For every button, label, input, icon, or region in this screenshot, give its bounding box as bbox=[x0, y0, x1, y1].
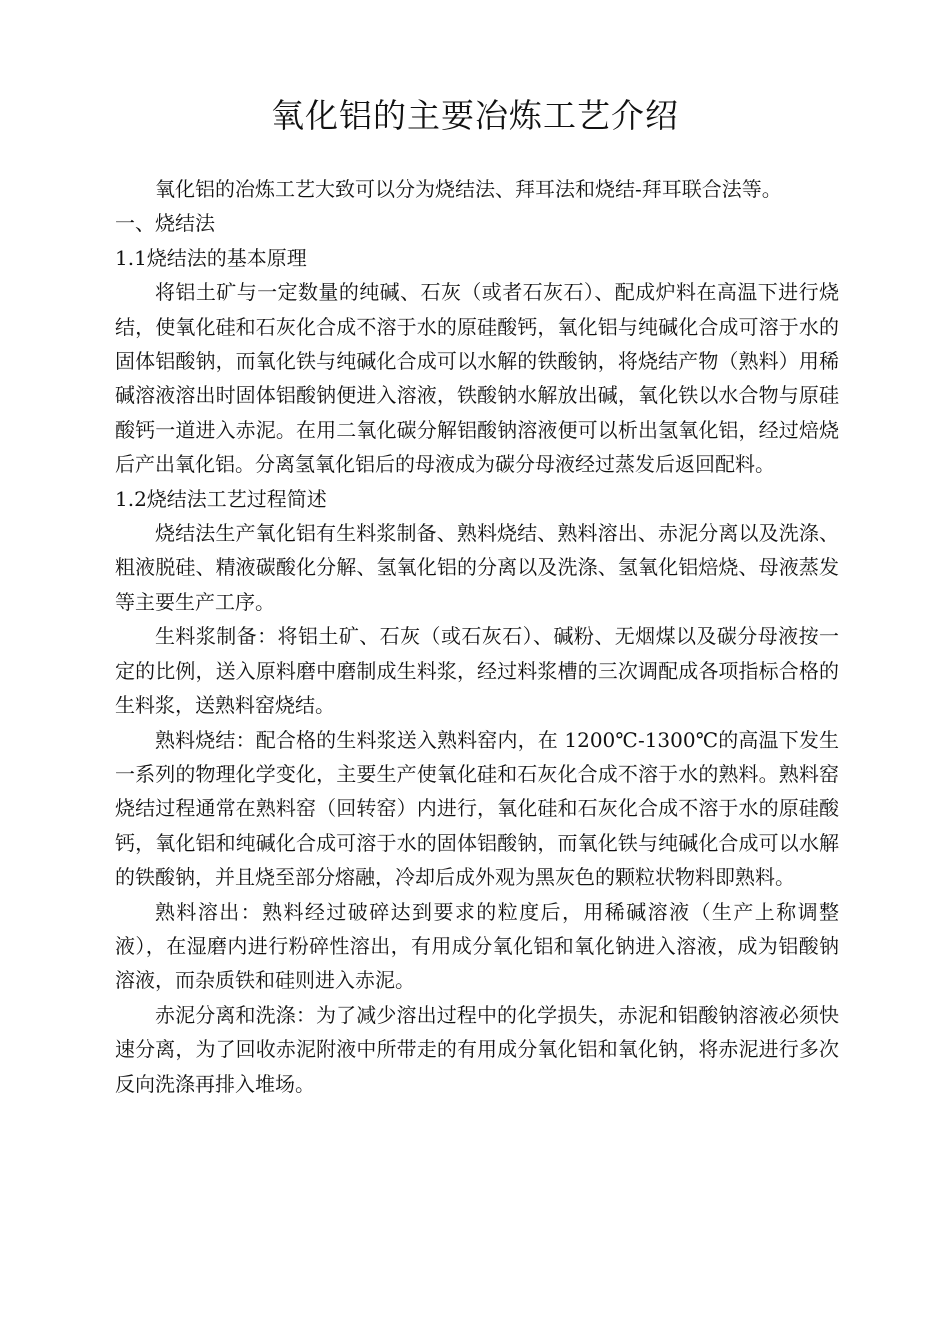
document-body bbox=[115, 172, 839, 1101]
document-title: 氧化铝的主要冶炼工艺介绍 bbox=[271, 96, 679, 135]
intro-paragraph: 氧化铝的冶炼工艺大致可以分为烧结法、拜耳法和烧结-拜耳联合法等。 bbox=[155, 177, 782, 201]
raw-slurry-paragraph: 生料浆制备：将铝土矿、石灰（或石灰石）、碱粉、无烟煤以及碳分母液按一定的比例，送入原料磨中磨制成生料浆，经过料浆槽的三次调配成各项指标合格的生料浆，送熟料窑烧结。 bbox=[115, 624, 839, 718]
section-heading-sintering: 一、烧结法 bbox=[115, 211, 215, 236]
principle-paragraph: 将铝土矿与一定数量的纯碱、石灰（或者石灰石）、配成炉料在高温下进行烧结，使氧化硅和石灰化合成不溶于水的原硅酸钙，氧化铝与纯碱化合成可溶于水的固体铝酸钠，而氧化铁与纯碱化合成可以水解的铁酸钠，将烧结产物（熟料）用稀碱溶液溶出时固体铝酸钠便进入溶液，铁酸钠水解放出碱，氧化铁以水合物与原硅酸钙一道进入赤泥。在用二氧化碳分解铝酸钠溶液便可以析出氢氧化铝，经过焙烧后产出氧化铝。分离氢氧化铝后的母液成为碳分母液经过蒸发后返回配料。 bbox=[115, 280, 839, 477]
red-mud-separation-paragraph: 赤泥分离和洗涤：为了减少溶出过程中的化学损失，赤泥和铝酸钠溶液必须快速分离，为了回收赤泥附液中所带走的有用成分氧化铝和氧化钠，将赤泥进行多次反向洗涤再排入堆场。 bbox=[115, 1002, 839, 1096]
process-overview-paragraph: 烧结法生产氧化铝有生料浆制备、熟料烧结、熟料溶出、赤泥分离以及洗涤、粗液脱硅、精液碳酸化分解、氢氧化铝的分离以及洗涤、氢氧化铝焙烧、母液蒸发等主要生产工序。 bbox=[115, 521, 839, 614]
clinker-sintering-paragraph: 熟料烧结：配合格的生料浆送入熟料窑内，在 1200℃-1300℃的高温下发生一系列的物理化学变化，主要生产使氧化硅和石灰化合成不溶于水的熟料。熟料窑烧结过程通常在熟料窑（回转窑）内进行，氧化硅和石灰化合成不溶于水的原硅酸钙，氧化铝和纯碱化合成可溶于水的固体铝酸钠，而氧化铁与纯碱化合成可以水解的铁酸钠，并且烧至部分熔融，冷却后成外观为黑灰色的颗粒状物料即熟料。 bbox=[115, 727, 839, 890]
subsection-heading-1-2: 1.2烧结法工艺过程简述 bbox=[115, 486, 327, 511]
clinker-leaching-paragraph: 熟料溶出：熟料经过破碎达到要求的粒度后，用稀碱溶液（生产上称调整液），在湿磨内进行粉碎性溶出，有用成分氧化铝和氧化钠进入溶液，成为铝酸钠溶液，而杂质铁和硅则进入赤泥。 bbox=[115, 899, 839, 993]
subsection-heading-1-1: 1.1烧结法的基本原理 bbox=[115, 245, 307, 270]
